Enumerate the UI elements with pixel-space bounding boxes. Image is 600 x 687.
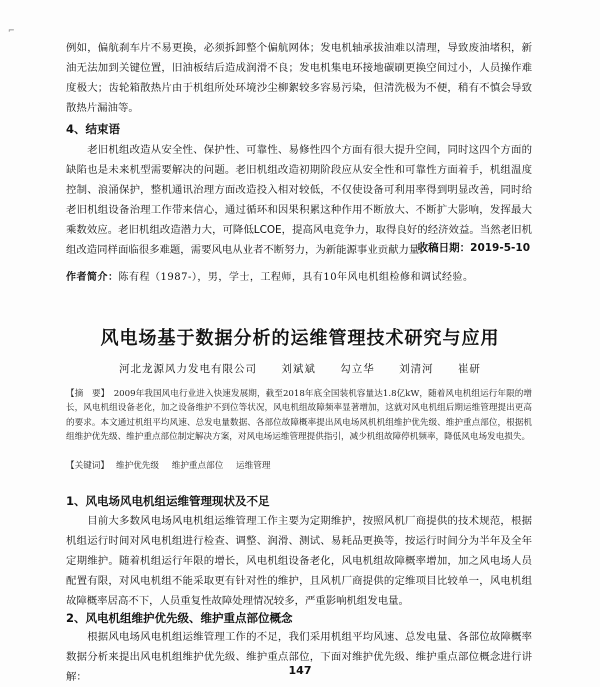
author-intro-text: 陈有程（1987-），男，学士，工程师，具有10年风电机组检修和调试经验。 — [118, 272, 474, 283]
received-date: 收稿日期：2019-5-10 — [417, 242, 530, 254]
author-name: 勾立华 — [340, 363, 375, 375]
abstract-text: 2009年我国风电行业进入快速发展期，截至2018年底全国装机容量达1.8亿kW，随着风电机组运行年限的增长，风电机组设备老化，加之设备维护不到位等状况，风电机组故障频率显著增加，这就对风电机组后期运维管理提出更高的要求。本文通过机组平均风速、总发电量数据、各部位故障概率提出风电场风机机组维护优先级、维护重点部位，根据机组维护优先级、维护重点部位制定解决方案，对风电场运维管理提供指引，减少机组故障停机频率，降低风电场发电损失。 — [66, 389, 532, 442]
conclusion-text: 老旧机组改造从安全性、保护性、可靠性、易修性四个方面有很大提升空间，同时这四个方面的缺陷也是未来机型需要解决的问题。老旧机组改造初期阶段应从安全性和可靠性方面着手，机组温度控制、浪涌保护，整机通讯治理方面改造投入相对较低，不仅使设备可利用率得到明显改善，同时给老旧机组设备治理工作带来信心，通过循环和因果积累这种作用不断放大、不断扩大影响，发挥最大乘数效应。老旧机组改造潜力大，可降低LCOE，提高风电竞争力，取得良好的经济效益。当然老旧机组改造同样面临很多难题，需要风电从业者不断努力，为新能源事业贡献力量。 — [66, 144, 532, 256]
page-number: 147 — [288, 664, 312, 677]
section1-text: 目前大多数风电场风电机组运维管理工作主要为定期维护，按照风机厂商提供的技术规范，根据机组运行时间对风电机组进行检查、调整、润滑、测试、易耗品更换等，按运行时间分为半年及全年定期维护。随着机组运行年限的增长，风电机组设备老化，风电机组故障概率增加，加之风电场人员配置有限，对风电机组不能采取更有针对性的维护，且风机厂商提供的定维项目比较单一，风电机组故障概率居高不下，人员重复性故障处理情况较多，严重影响机组发电量。 — [66, 515, 532, 607]
section1-paragraph — [66, 511, 532, 611]
affiliation: 河北龙源风力发电有限公司 — [119, 363, 258, 375]
author-intro — [66, 268, 474, 283]
author-name: 刘清河 — [399, 363, 434, 375]
keyword: 运维管理 — [236, 461, 271, 471]
byline — [0, 361, 600, 376]
keyword: 维护重点部位 — [171, 461, 224, 471]
section1-heading: 1、风电场风电机组运维管理现状及不足 — [66, 494, 270, 508]
keywords-label: 【关键词】 — [66, 461, 105, 471]
keywords — [66, 459, 280, 471]
abstract — [66, 387, 532, 444]
section2-text: 根据风电场风电机组运维管理工作的不足，我们采用机组平均风速、总发电量、各部位故障概率数据分析来提出风电机组维护优先级、维护重点部位，下面对维护优先级、维护重点部位概念进行讲解： — [66, 631, 532, 683]
section2-paragraph — [66, 627, 532, 687]
abstract-label: 【摘 要】 — [66, 389, 106, 399]
author-name: 刘斌斌 — [281, 363, 316, 375]
keyword: 维护优先级 — [116, 461, 159, 471]
article-title: 风电场基于数据分析的运维管理技术研究与应用 — [100, 328, 500, 349]
top-paragraph: 例如，偏航刹车片不易更换，必须拆卸整个偏航网体；发电机轴承拔油难以清理，导致废油堵积，新油无法加到关键位置，旧油板结后造成润滑不良；发电机集电环接地碳刷更换空间过小，人员操作难度极大；齿轮箱散热片由于机组所处环境沙尘柳絮较多容易污染，但清洗极为不便，稍有不慎会导致散热片漏油等。 — [66, 42, 532, 114]
margin-mark: ⌐ — [8, 26, 15, 35]
author-name: 崔研 — [457, 363, 481, 375]
author-intro-label: 作者简介： — [66, 272, 119, 283]
section2-heading: 2、风电机组维护优先级、维护重点部位概念 — [66, 611, 293, 625]
conclusion-heading: 4、结束语 — [66, 122, 121, 136]
